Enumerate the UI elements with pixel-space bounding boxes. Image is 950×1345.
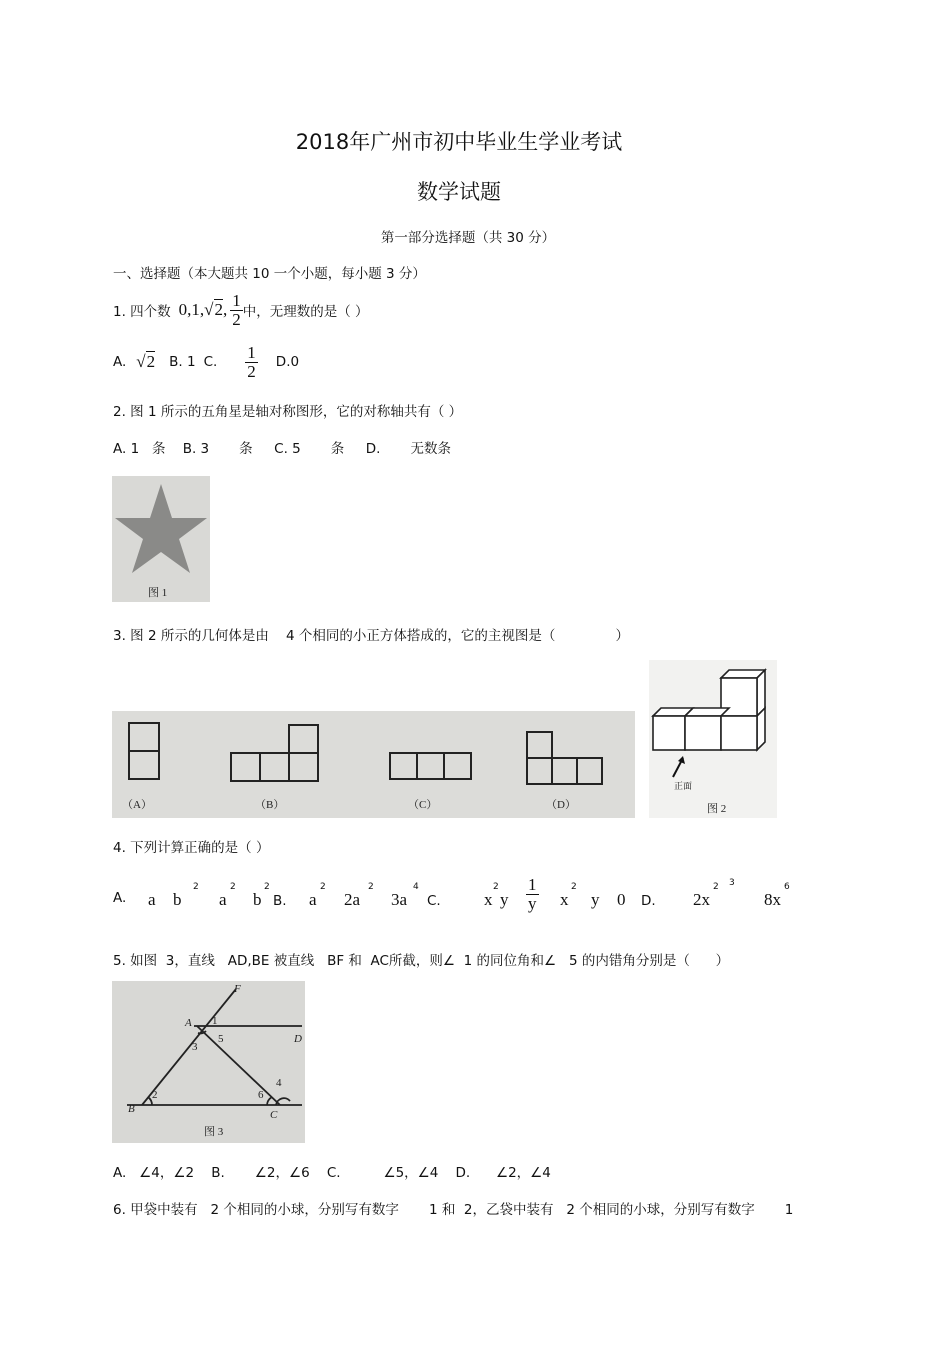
- q4-b-t3: 2a: [344, 890, 361, 909]
- q4-options: [113, 876, 913, 926]
- point-f-label: F: [234, 983, 241, 995]
- question-4: 4. 下列计算正确的是（ ）: [113, 840, 270, 856]
- q1-opt-a-radicand: 2: [146, 352, 156, 372]
- q4-b-t2: 2: [320, 882, 326, 892]
- q2-options: A. 1 条 B. 3 条 C. 5 条 D. 无数条: [113, 441, 451, 457]
- cube-solid-drawing: [649, 660, 777, 818]
- q4-c-t6: 2: [571, 882, 577, 892]
- angle-6-label: 6: [258, 1089, 264, 1101]
- q4-c-t5: x: [560, 890, 569, 909]
- q4-a-label: A.: [113, 890, 127, 906]
- q4-c-num: 1: [528, 875, 537, 894]
- q1-frac-num: 1: [232, 291, 241, 310]
- q4-a-t4: a: [219, 890, 227, 909]
- q4-c-t2: 2: [493, 882, 499, 892]
- q1-opt-c-label: C.: [203, 354, 218, 371]
- angle-4-label: 4: [276, 1077, 282, 1089]
- angle-2-label: 2: [152, 1089, 158, 1101]
- q4-c-fraction: [526, 876, 539, 913]
- point-d-label: D: [294, 1033, 302, 1045]
- figure-2-caption: 图 2: [707, 803, 727, 815]
- question-2: 2. 图 1 所示的五角星是轴对称图形，它的对称轴共有（ ）: [113, 404, 463, 420]
- q5-options: A. ∠4，∠2 B. ∠2，∠6 C. ∠5，∠4 D. ∠2，∠4: [113, 1165, 551, 1181]
- section-heading: 一、选择题（本大题共 10 一个小题，每小题 3 分）: [113, 266, 426, 282]
- q1-numbers: 0,1,: [178, 300, 205, 320]
- q4-d-t3: 3: [729, 878, 735, 888]
- q1-fraction: [230, 292, 243, 329]
- q4-c-t7: y: [591, 890, 600, 909]
- angle-3-label: 3: [192, 1041, 198, 1053]
- exam-subtitle: 数学试题: [417, 180, 501, 204]
- q3-option-b-label: （B）: [255, 799, 285, 811]
- q4-d-t2: 2: [713, 882, 719, 892]
- q1-sqrt-radicand: 2: [214, 300, 224, 320]
- q1-opt-b: B. 1: [169, 354, 196, 371]
- figure-2-cubes: [649, 660, 777, 818]
- q4-b-label: B.: [273, 893, 287, 909]
- q4-a-t5: 2: [230, 882, 236, 892]
- exam-title: 2018年广州市初中毕业生学业考试: [295, 130, 623, 154]
- angle-1-label: 1: [212, 1015, 218, 1027]
- q4-c-t1: x: [484, 890, 493, 909]
- figure-3-lines: [112, 981, 305, 1143]
- q1-opt-c-fraction: [245, 344, 258, 381]
- figure-1-caption: 图 1: [148, 587, 168, 599]
- q1-opt-a-sqrt: √2: [136, 352, 156, 372]
- q4-a-t6: b: [253, 890, 262, 909]
- q3-option-d-label: （D）: [546, 799, 576, 811]
- q1-opt-c-den: 2: [247, 361, 256, 381]
- point-c-label: C: [270, 1109, 278, 1121]
- point-b-label: B: [128, 1103, 135, 1115]
- q4-b-t1: a: [309, 890, 317, 909]
- q1-options: [113, 344, 299, 381]
- question-5: 5. 如图 3，直线 AD,BE 被直线 BF 和 AC所截，则∠ 1 的同位角和∠ 5 的内错角分别是（ ）: [113, 953, 730, 969]
- q3-option-c-label: （C）: [408, 799, 438, 811]
- angle-5-label: 5: [218, 1033, 224, 1045]
- q4-d-t1: 2x: [693, 890, 710, 909]
- q4-c-den: y: [528, 893, 537, 913]
- question-6: 6. 甲袋中装有 2 个相同的小球，分别写有数字 1 和 2，乙袋中装有 2 个相同的小球，分别写有数字 1: [113, 1202, 794, 1218]
- q1-prefix: 1. 四个数: [113, 304, 171, 321]
- q1-opt-c-num: 1: [247, 343, 256, 362]
- q4-b-t4: 2: [368, 882, 374, 892]
- q3-options-figure: [112, 711, 635, 818]
- q1-suffix: 中，无理数的是（ ）: [242, 304, 369, 321]
- part-heading: 第一部分选择题（共 30 分）: [380, 230, 556, 246]
- question-1: [113, 292, 369, 329]
- q4-a-t3: 2: [193, 882, 199, 892]
- q1-opt-d: D.0: [275, 354, 300, 371]
- q3-option-a-label: （A）: [122, 799, 152, 811]
- question-3: 3. 图 2 所示的几何体是由 4 个相同的小正方体搭成的，它的主视图是（ ）: [113, 628, 629, 644]
- q4-d-label: D.: [641, 893, 656, 909]
- q4-a-t7: 2: [264, 882, 270, 892]
- q4-a-t1: a: [148, 890, 156, 909]
- front-label: 正面: [674, 781, 693, 791]
- q4-a-t2: b: [173, 890, 182, 909]
- q4-d-t4: 8x: [764, 890, 781, 909]
- figure-3-caption: 图 3: [204, 1126, 224, 1138]
- q4-b-t5: 3a: [391, 890, 408, 909]
- q1-opt-a-label: A.: [113, 354, 127, 371]
- q1-frac-den: 2: [232, 309, 241, 329]
- q4-c-t3: y: [500, 890, 509, 909]
- point-a-label: A: [185, 1017, 192, 1029]
- q4-b-t6: 4: [413, 882, 419, 892]
- figure-1-star: [112, 476, 210, 602]
- q4-c-t8: 0: [617, 890, 626, 909]
- q4-d-t5: 6: [784, 882, 790, 892]
- q1-sqrt: √2,: [204, 300, 228, 320]
- q4-c-label: C.: [427, 893, 441, 909]
